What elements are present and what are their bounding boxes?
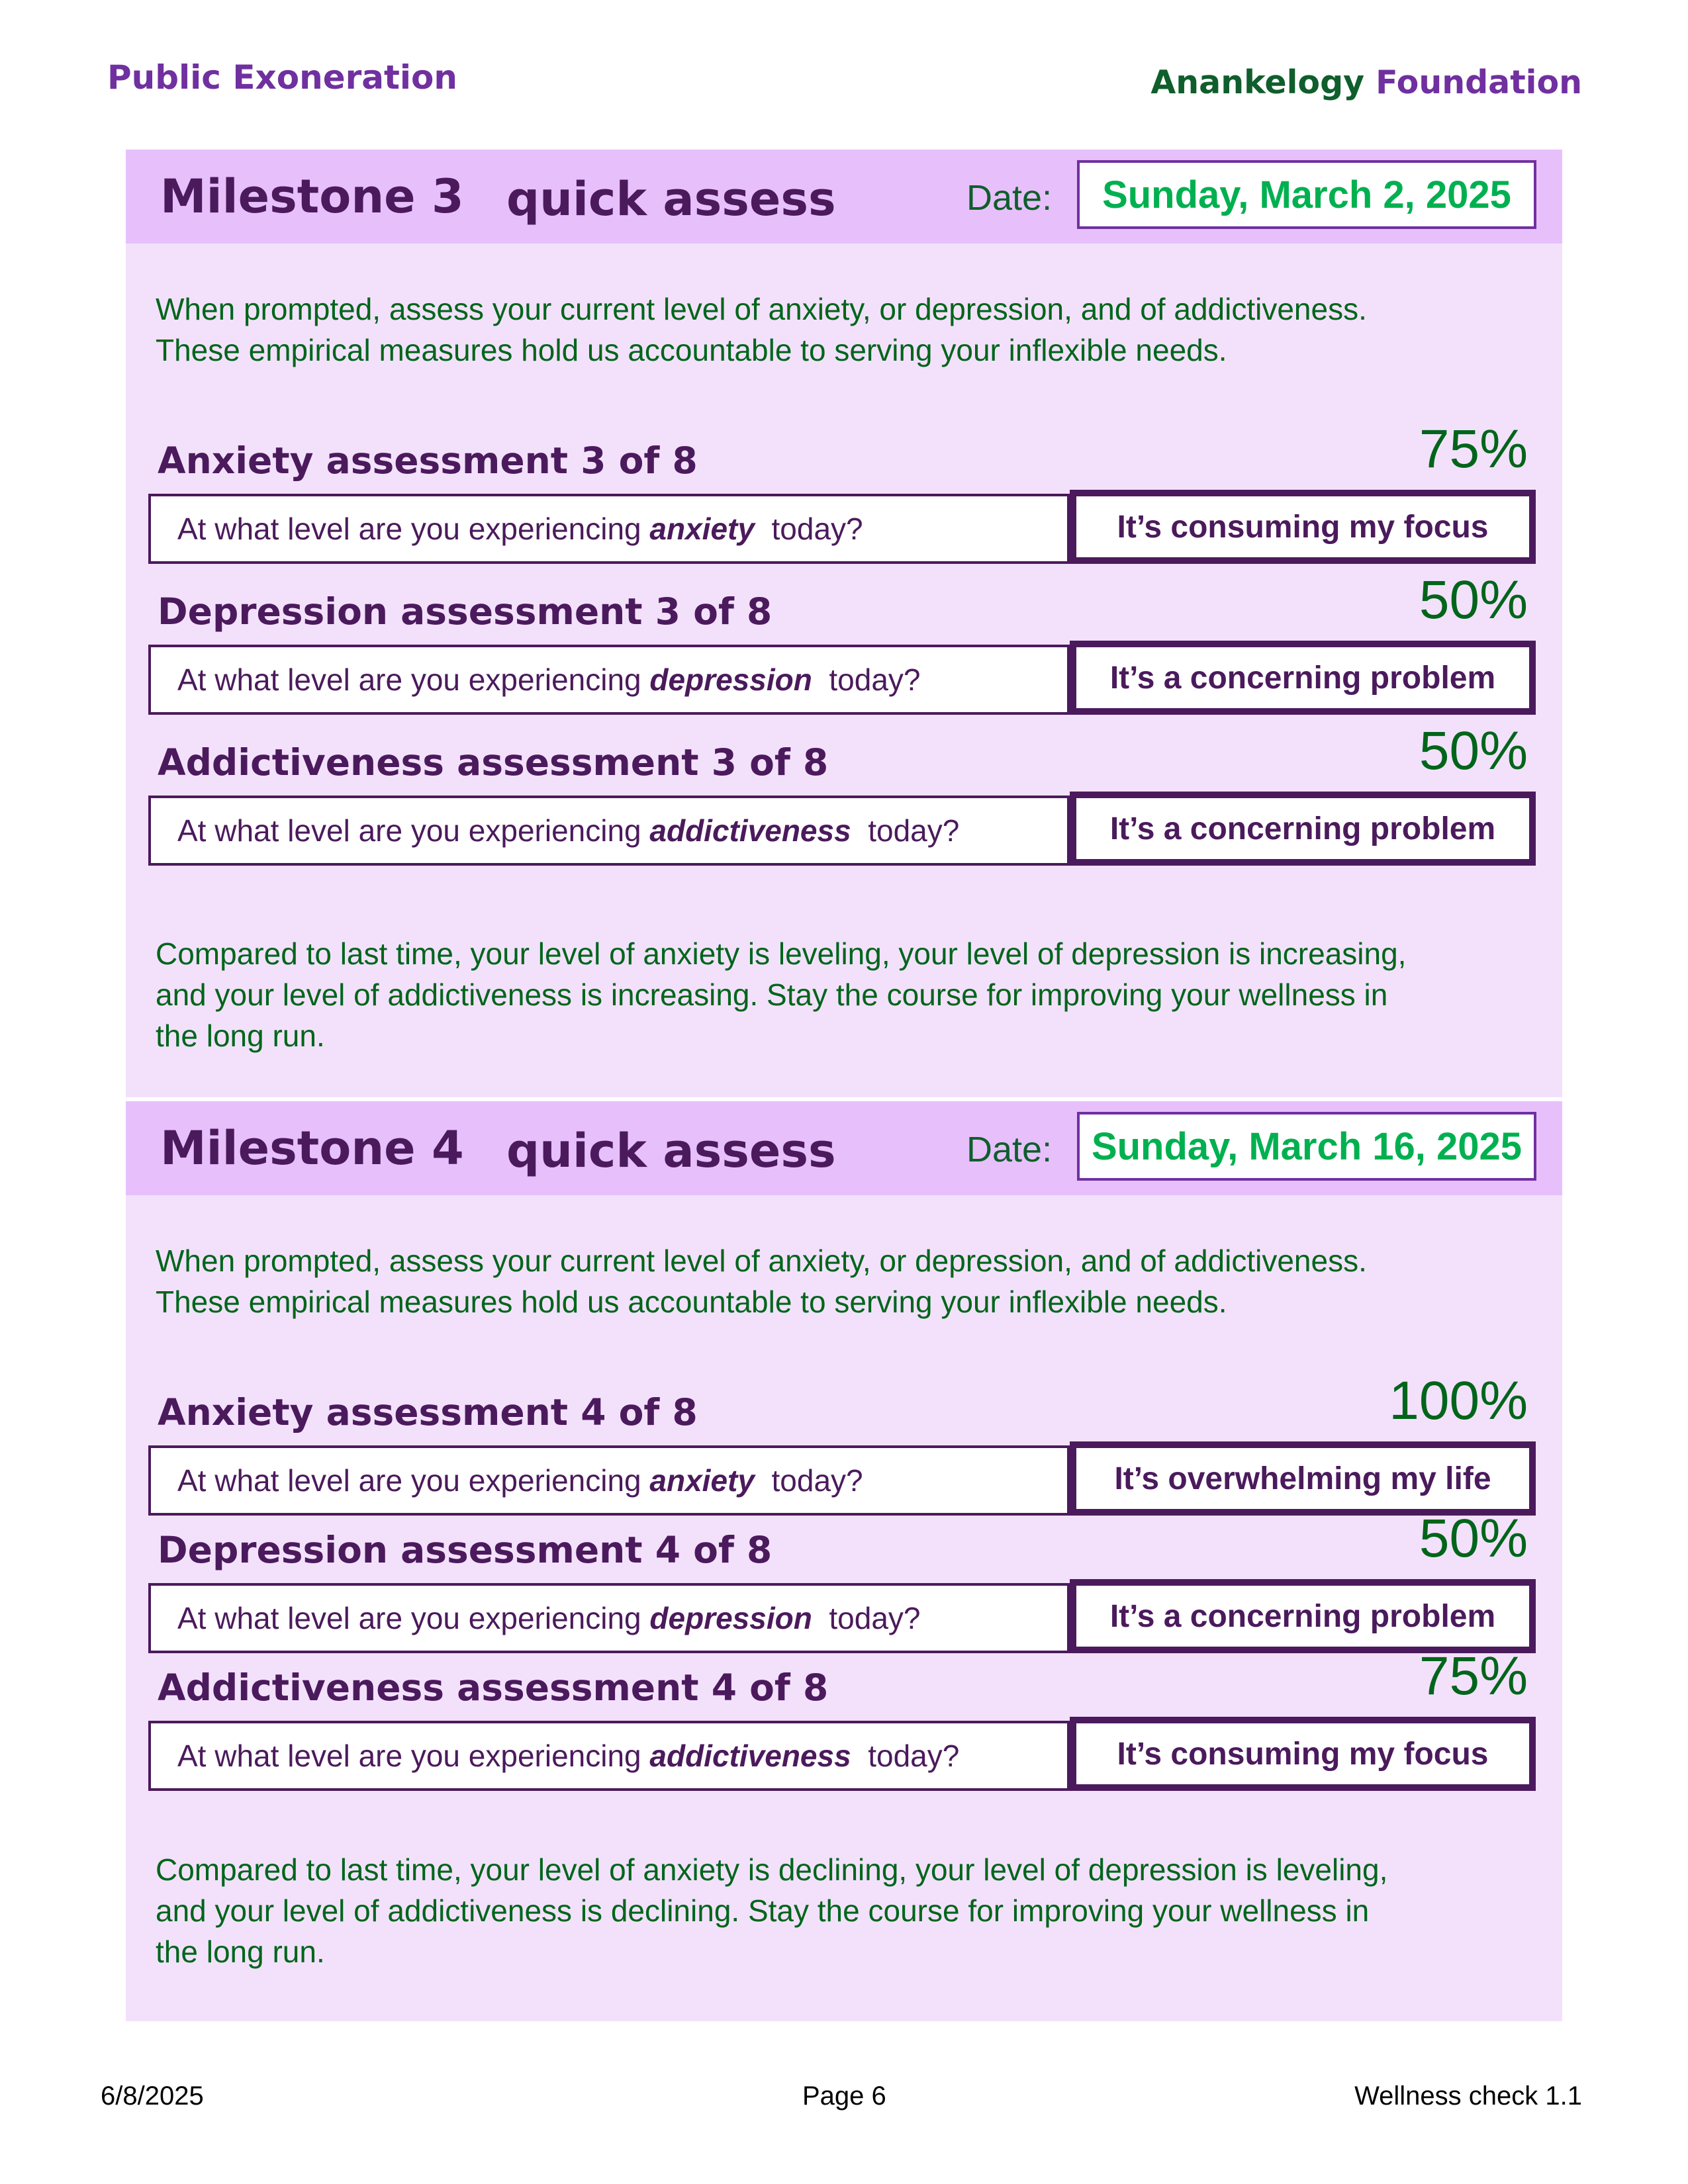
- question-keyword: depression: [649, 662, 812, 697]
- question-text: At what level are you experiencing: [177, 813, 650, 848]
- assessment-question: [148, 1583, 1070, 1653]
- assessment-title: Anxiety assessment 4 of 8: [158, 1391, 698, 1433]
- footer-doc-version: Wellness check 1.1: [1354, 2081, 1582, 2111]
- question-suffix: today?: [851, 1739, 960, 1773]
- question-text: At what level are you experiencing: [177, 1463, 650, 1498]
- question-suffix: today?: [754, 1463, 863, 1498]
- milestone-title: Milestone 3: [160, 169, 464, 224]
- summary-line: and your level of addictiveness is increasing. Stay the course for improving your wellness in: [156, 978, 1388, 1012]
- question-text: At what level are you experiencing: [177, 512, 650, 546]
- summary-line: Compared to last time, your level of anxiety is declining, your level of depression is leveling,: [156, 1852, 1388, 1887]
- assessment-question: [148, 796, 1070, 866]
- question-suffix: today?: [851, 813, 960, 848]
- milestone-subtitle: quick assess: [506, 1124, 836, 1178]
- assessment-title: Anxiety assessment 3 of 8: [158, 439, 698, 482]
- header-foundation-first: Anankelogy: [1150, 64, 1365, 101]
- question-suffix: today?: [754, 512, 863, 546]
- question-text: At what level are you experiencing: [177, 1739, 650, 1773]
- assessment-percent: 100%: [1389, 1371, 1528, 1431]
- question-keyword: anxiety: [649, 1463, 755, 1498]
- assessment-title: Depression assessment 4 of 8: [158, 1529, 773, 1571]
- summary-text: [156, 1849, 1532, 1972]
- date-label: Date:: [966, 1130, 1053, 1169]
- milestone-panel-4: [126, 1101, 1562, 2021]
- assessment-percent: 50%: [1419, 721, 1528, 781]
- assessment-percent: 50%: [1419, 1508, 1528, 1569]
- question-text: At what level are you experiencing: [177, 1601, 650, 1635]
- footer-date: 6/8/2025: [101, 2081, 204, 2111]
- intro-text: [156, 1240, 1532, 1322]
- assessment-title: Addictiveness assessment 3 of 8: [158, 741, 829, 784]
- assessment-title: Depression assessment 3 of 8: [158, 590, 773, 633]
- assessment-answer[interactable]: It’s a concerning problem: [1070, 792, 1536, 866]
- milestone-header: [126, 1101, 1562, 1195]
- date-field[interactable]: Sunday, March 2, 2025: [1077, 160, 1536, 229]
- assessment-question: [148, 1445, 1070, 1516]
- milestone-title: Milestone 4: [160, 1121, 464, 1175]
- question-keyword: addictiveness: [649, 813, 851, 848]
- assessment-question: [148, 494, 1070, 564]
- assessment-answer[interactable]: It’s a concerning problem: [1070, 1579, 1536, 1653]
- date-field[interactable]: Sunday, March 16, 2025: [1077, 1112, 1536, 1181]
- milestone-subtitle: quick assess: [506, 172, 836, 226]
- summary-line: the long run.: [156, 1934, 325, 1969]
- question-keyword: depression: [649, 1601, 812, 1635]
- assessment-question: [148, 1721, 1070, 1791]
- header-foundation: [1150, 64, 1582, 101]
- milestone-header: [126, 150, 1562, 244]
- summary-line: the long run.: [156, 1019, 325, 1053]
- question-keyword: addictiveness: [649, 1739, 851, 1773]
- summary-text: [156, 933, 1532, 1056]
- assessment-question: [148, 645, 1070, 715]
- question-suffix: today?: [812, 1601, 921, 1635]
- header-foundation-second: Foundation: [1376, 64, 1582, 101]
- assessment-percent: 75%: [1419, 1646, 1528, 1706]
- question-text: At what level are you experiencing: [177, 662, 650, 697]
- intro-line: When prompted, assess your current level of anxiety, or depression, and of addictiveness.: [156, 292, 1367, 326]
- summary-line: and your level of addictiveness is declining. Stay the course for improving your wellness in: [156, 1893, 1370, 1928]
- assessment-answer[interactable]: It’s consuming my focus: [1070, 1717, 1536, 1791]
- assessment-title: Addictiveness assessment 4 of 8: [158, 1666, 829, 1709]
- milestone-panel-3: [126, 150, 1562, 1097]
- date-label: Date:: [966, 178, 1053, 218]
- intro-line: These empirical measures hold us accountable to serving your inflexible needs.: [156, 1285, 1227, 1319]
- intro-text: [156, 289, 1532, 371]
- assessment-answer[interactable]: It’s consuming my focus: [1070, 490, 1536, 564]
- assessment-answer[interactable]: It’s overwhelming my life: [1070, 1441, 1536, 1516]
- question-suffix: today?: [812, 662, 921, 697]
- header-org-name: Public Exoneration: [107, 58, 458, 97]
- footer-page-number: Page 6: [802, 2081, 886, 2111]
- assessment-percent: 50%: [1419, 570, 1528, 630]
- summary-line: Compared to last time, your level of anxiety is leveling, your level of depression is increasing,: [156, 936, 1407, 971]
- intro-line: When prompted, assess your current level of anxiety, or depression, and of addictiveness.: [156, 1244, 1367, 1278]
- question-keyword: anxiety: [649, 512, 755, 546]
- assessment-answer[interactable]: It’s a concerning problem: [1070, 641, 1536, 715]
- intro-line: These empirical measures hold us accountable to serving your inflexible needs.: [156, 333, 1227, 367]
- assessment-percent: 75%: [1419, 419, 1528, 479]
